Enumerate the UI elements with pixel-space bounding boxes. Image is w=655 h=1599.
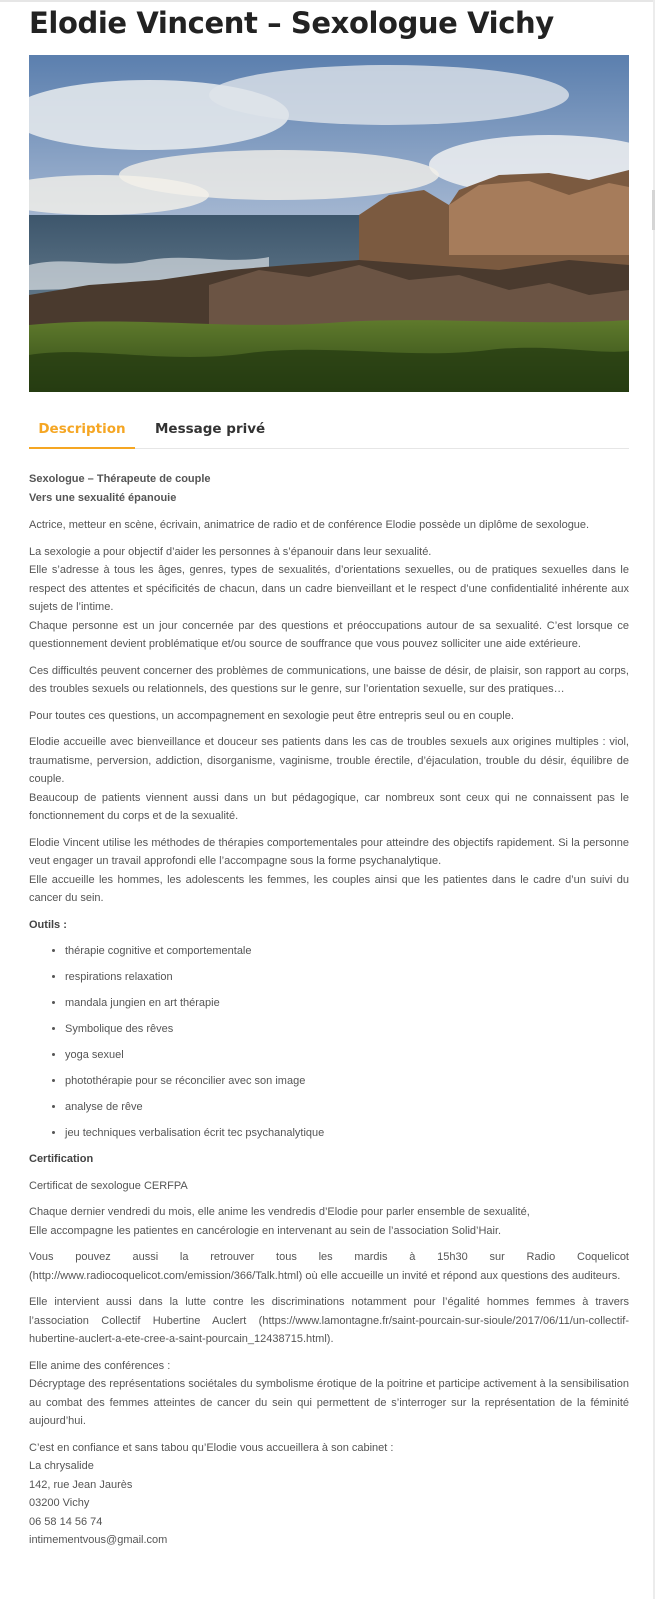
paragraph-discrimination: Elle intervient aussi dans la lutte contre les discriminations notamment pour l’égalité hommes femmes à travers l’association Collectif Hubertine Auclert (https://www.lamontagne.fr/saint-pourcain-sur-sioule/2017/06/11/un-collectif-hubertine-auclert-a-ete-cree-a-saint-pourcain_12438715.html). xyxy=(29,1296,629,1345)
hero-image xyxy=(29,55,629,392)
paragraph-sexology: La sexologie a pour objectif d’aider les personnes à s’épanouir dans leur sexualité. Elle s’adresse à tous les âges, genres, types de sexualités, d’orientations sexuelles, ou de pratiques sexuelles dans le respect des attentes et spécificités de chacun, dans un cadre bienveillant et le respect d’une confidentialité inhérente aux sujets de l’intime. Chaque personne est un jour concernée par des questions et préoccupations autour de sa sexualité. C’est lorsque ce questionnement devient problématique et/ou source de souffrance que vous pouvez solliciter une aide extérieure. xyxy=(29,545,629,650)
paragraph-conferences: Elle anime des conférences : Décryptage des représentations sociétales du symbolisme érotique de la poitrine et participe activement à la sensibilisation au combat des femmes atteintes de cancer du sein qui permettent de s’interroger sur la représentation de la féminité aujourd’hui. xyxy=(29,1359,629,1427)
contact-city: 03200 Vichy xyxy=(29,1497,90,1509)
intro-paragraph: Actrice, metteur en scène, écrivain, animatrice de radio et de conférence Elodie possède un diplôme de sexologue. xyxy=(29,519,590,531)
list-item: • photothérapie pour se réconcilier avec son image xyxy=(65,1072,629,1090)
paragraph-methods: Elodie Vincent utilise les méthodes de thérapies comportementales pour atteindre des objectifs rapidement. Si la personne veut engager un travail approfondi elle l’accompagne sous la forme psychanalytique. Elle accueille les hommes, les adolescents les femmes, les couples ainsi que les patientes dans le cadre d’un suivi du cancer du sein. xyxy=(29,836,629,904)
top-border xyxy=(0,0,655,2)
tools-list xyxy=(29,942,629,1142)
list-item: • yoga sexuel xyxy=(65,1046,629,1064)
paragraph-patients: Elodie accueille avec bienveillance et douceur ses patients dans les cas de troubles sexuels aux origines multiples : viol, traumatisme, perversion, addiction, disorganisme, vaginisme, trouble érectile, d’éjaculation, trouble du désir, équilibre de couple. Beaucoup de patients viennent aussi dans un but pédagogique, car nombreux sont ceux qui ne connaissent pas le fonctionnement du corps et de la sexualité. xyxy=(29,736,629,822)
list-item: • analyse de rêve xyxy=(65,1098,629,1116)
subtitle-block xyxy=(29,470,629,507)
list-item: • Symbolique des rêves xyxy=(65,1020,629,1038)
list-item: • mandala jungien en art thérapie xyxy=(65,994,629,1012)
tagline: Vers une sexualité épanouie xyxy=(29,491,177,504)
contact-intro: C’est en confiance et sans tabou qu’Elodie vous accueillera à son cabinet : xyxy=(29,1441,394,1454)
tab-bar xyxy=(29,412,629,449)
tab-description[interactable]: Description xyxy=(29,412,135,449)
paragraph-accompaniment: Pour toutes ces questions, un accompagnement en sexologie peut être entrepris seul ou en couple. xyxy=(29,709,514,722)
contact-email: intimementvous@gmail.com xyxy=(29,1534,168,1546)
certification-text: Certificat de sexologue CERFPA xyxy=(29,1179,188,1192)
list-item: • thérapie cognitive et comportementale xyxy=(65,942,629,960)
contact-street: 142, rue Jean Jaurès xyxy=(29,1478,133,1491)
contact-block xyxy=(29,1439,629,1550)
description-content xyxy=(29,470,629,1558)
list-item: • jeu techniques verbalisation écrit tec psychanalytique xyxy=(65,1124,629,1142)
paragraph-difficulties: Ces difficultés peuvent concerner des problèmes de communications, une baisse de désir, de plaisir, son rapport au corps, des troubles sexuels ou relationnels, des questions sur le genre, sur l’orientation sexuelle, sur des pratiques… xyxy=(29,664,629,695)
list-item: • respirations relaxation xyxy=(65,968,629,986)
contact-phone: 06 58 14 56 74 xyxy=(29,1515,103,1528)
paragraph-fridays: Chaque dernier vendredi du mois, elle anime les vendredis d’Elodie pour parler ensemble de sexualité, Elle accompagne les patientes en cancérologie en intervenant au sein de l’association Solid’Hair. xyxy=(29,1206,530,1237)
paragraph-radio: Vous pouvez aussi la retrouver tous les mardis à 15h30 sur Radio Coquelicot (http://www.radiocoquelicot.com/emission/366/Talk.html) où elle accueille un invité et répond aux questions des auditeurs. xyxy=(29,1251,629,1282)
contact-name: La chrysalide xyxy=(29,1460,94,1472)
certification-heading: Certification xyxy=(29,1153,94,1165)
tab-private-message[interactable]: Message privé xyxy=(155,421,266,437)
page-title: Elodie Vincent – Sexologue Vichy xyxy=(29,6,554,40)
tools-heading: Outils : xyxy=(29,918,67,931)
subtitle: Sexologue – Thérapeute de couple xyxy=(29,473,211,485)
